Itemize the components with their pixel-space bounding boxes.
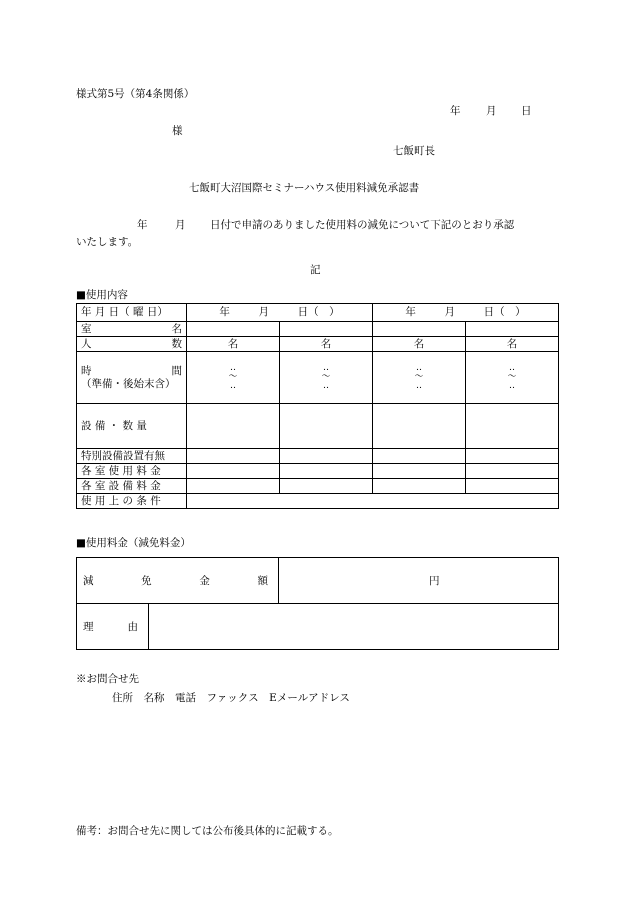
- time-mark-bottom: ‥: [508, 381, 515, 391]
- equipment-fee-cell: [187, 479, 280, 494]
- addressee-suffix: 様: [172, 125, 183, 137]
- time-cell: [373, 352, 466, 404]
- amount-label-char2: 免: [141, 575, 152, 587]
- equipment-fee-cell: [373, 479, 466, 494]
- equipment-cell: [466, 404, 559, 449]
- time-mark-bottom: ‥: [415, 381, 422, 391]
- issuer-name: 七飯町長: [393, 145, 435, 157]
- people-unit: 名: [280, 337, 373, 352]
- row-room: [77, 322, 559, 337]
- time-label-char1: 時: [81, 364, 92, 377]
- people-unit: 名: [373, 337, 466, 352]
- row-equipment-fee: [77, 479, 559, 494]
- room-label-char2: 名: [171, 322, 182, 335]
- room-cell: [466, 322, 559, 337]
- time-mark-top: ‥: [322, 363, 329, 373]
- date-2-day: 日（ ）: [483, 306, 526, 318]
- people-label-char1: 人: [81, 337, 92, 350]
- room-cell: [280, 322, 373, 337]
- row-date: [77, 304, 559, 322]
- date-2-year: 年: [405, 306, 416, 318]
- contact-heading: ※お問合せ先: [76, 673, 139, 685]
- special-equipment-cell: [187, 449, 280, 464]
- date-cell-2: [373, 304, 559, 322]
- reason-label: [77, 604, 149, 650]
- issue-date-month: 月: [486, 105, 497, 117]
- time-mark-top: ‥: [229, 363, 236, 373]
- body-year: 年: [137, 219, 148, 231]
- reason-cell: [149, 604, 559, 650]
- row-time: [77, 352, 559, 404]
- room-label-char1: 室: [81, 322, 92, 335]
- reason-label-char1: 理: [83, 621, 94, 633]
- remarks-note: 備考：お問合せ先に関しては公布後具体的に記載する。: [76, 825, 339, 837]
- people-label-char2: 数: [171, 337, 182, 350]
- room-fee-cell: [373, 464, 466, 479]
- time-mark-bottom: ‥: [322, 381, 329, 391]
- special-equipment-cell: [373, 449, 466, 464]
- amount-label-char1: 減: [83, 575, 94, 587]
- row-reason: [77, 604, 559, 650]
- time-label-char2: 間: [171, 364, 182, 377]
- room-fee-cell: [187, 464, 280, 479]
- exemption-amount-label: [77, 558, 279, 604]
- exemption-amount-value: 円: [279, 558, 559, 604]
- equipment-fee-label: 各 室 設 備 料 金: [77, 479, 187, 494]
- room-fee-cell: [466, 464, 559, 479]
- date-1-month: 月: [258, 306, 269, 318]
- people-unit: 名: [466, 337, 559, 352]
- special-equipment-label: 特別設備設置有無: [77, 449, 187, 464]
- conditions-cell: [187, 494, 559, 509]
- date-2-month: 月: [444, 306, 455, 318]
- usage-section-heading: ■使用内容: [76, 289, 128, 301]
- equipment-fee-cell: [466, 479, 559, 494]
- row-people: [77, 337, 559, 352]
- date-1-day: 日（ ）: [297, 306, 340, 318]
- row-equipment: [77, 404, 559, 449]
- room-label: [77, 322, 187, 337]
- equipment-cell: [187, 404, 280, 449]
- time-mark-top: ‥: [508, 363, 515, 373]
- time-cell: [280, 352, 373, 404]
- document-title: 七飯町大沼国際セミナーハウス使用料減免承認書: [189, 182, 420, 194]
- body-text-line1: 日付で申請のありました使用料の減免について下記のとおり承認: [210, 219, 515, 231]
- amount-label-char4: 額: [257, 575, 268, 587]
- special-equipment-cell: [466, 449, 559, 464]
- time-mark-mid: 〜: [507, 372, 517, 382]
- equipment-fee-cell: [280, 479, 373, 494]
- room-fee-label: 各 室 使 用 料 金: [77, 464, 187, 479]
- form-number: 様式第5号（第4条関係）: [76, 88, 195, 100]
- time-cell: [187, 352, 280, 404]
- equipment-label: 設 備 ・ 数 量: [77, 404, 187, 449]
- time-mark-mid: 〜: [228, 372, 238, 382]
- contact-fields: 住所 名称 電話 ファックス Eメールアドレス: [112, 692, 350, 704]
- amount-label-char3: 金: [199, 575, 210, 587]
- date-cell-1: [187, 304, 373, 322]
- ki-heading: 記: [310, 264, 321, 276]
- issue-date-year: 年: [450, 105, 461, 117]
- body-text-line2: いたします。: [76, 236, 139, 248]
- row-exemption-amount: [77, 558, 559, 604]
- conditions-label: 使 用 上 の 条 件: [77, 494, 187, 509]
- usage-table: [76, 303, 559, 509]
- special-equipment-cell: [280, 449, 373, 464]
- time-cell: [466, 352, 559, 404]
- time-mark-top: ‥: [415, 363, 422, 373]
- room-fee-cell: [280, 464, 373, 479]
- row-special-equipment: [77, 449, 559, 464]
- time-label: [77, 352, 187, 404]
- equipment-cell: [280, 404, 373, 449]
- people-label: [77, 337, 187, 352]
- row-room-fee: [77, 464, 559, 479]
- time-mark-mid: 〜: [414, 372, 424, 382]
- people-unit: 名: [187, 337, 280, 352]
- reason-label-char2: 由: [127, 621, 138, 633]
- row-conditions: [77, 494, 559, 509]
- time-mark-bottom: ‥: [229, 381, 236, 391]
- issue-date-day: 日: [521, 105, 532, 117]
- fee-section-heading: ■使用料金（減免料金）: [76, 537, 191, 549]
- date-label: 年 月 日（ 曜 日）: [77, 304, 187, 322]
- time-mark-mid: 〜: [321, 372, 331, 382]
- equipment-cell: [373, 404, 466, 449]
- room-cell: [373, 322, 466, 337]
- fee-table: [76, 557, 559, 650]
- room-cell: [187, 322, 280, 337]
- time-sub-label: （準備・後始末含）: [81, 377, 176, 390]
- date-1-year: 年: [219, 306, 230, 318]
- body-month: 月: [175, 219, 186, 231]
